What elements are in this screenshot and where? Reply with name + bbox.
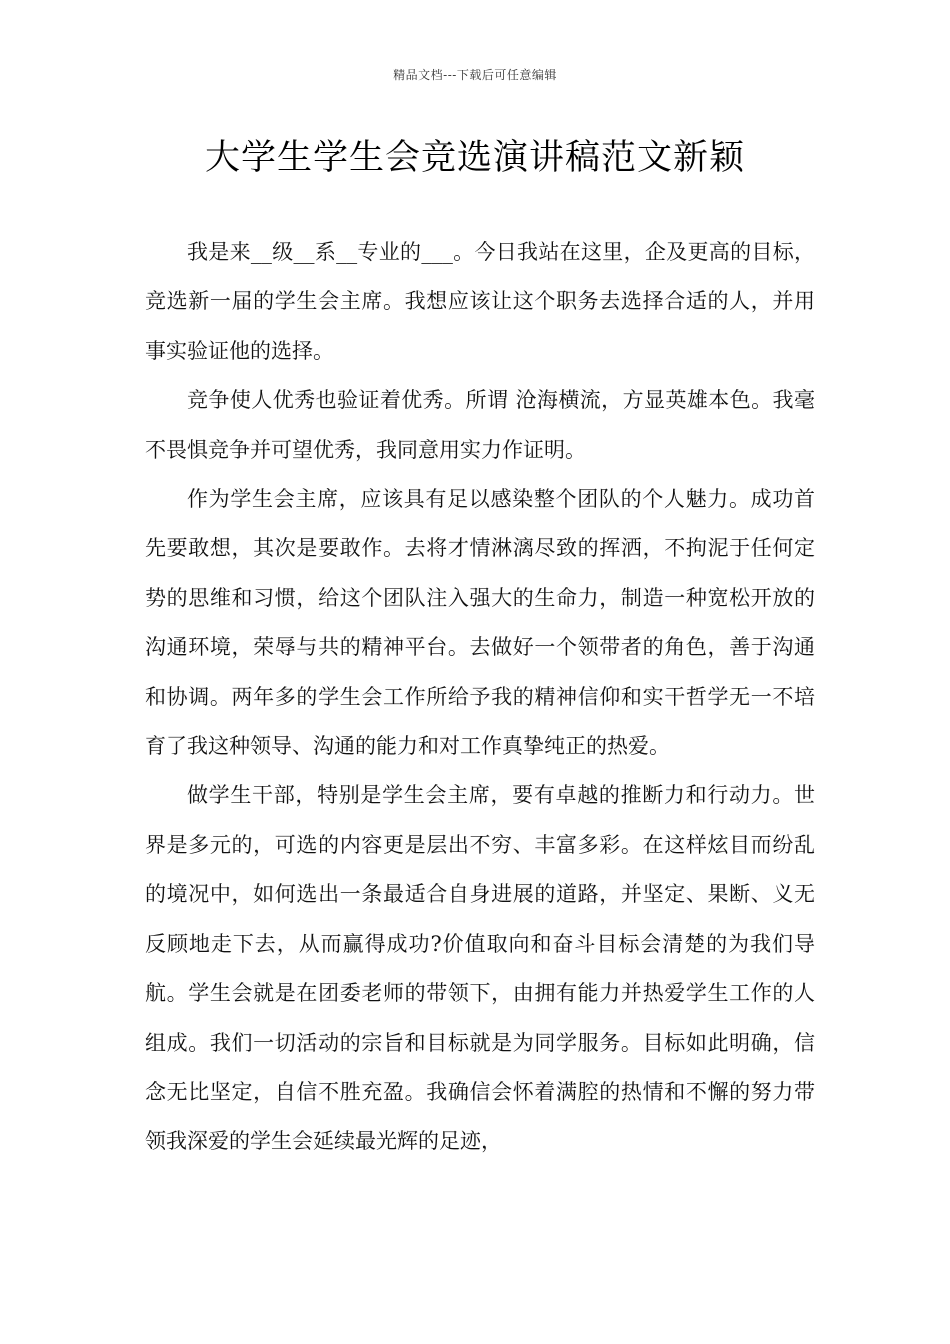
paragraph-4: 做学生干部，特别是学生会主席，要有卓越的推断力和行动力。世界是多元的，可选的内容更是层出不穷、丰富多彩。在这样炫目而纷乱的境况中，如何选出一条最适合自身进展的道路，并坚定、果断、义无反顾地走下去，从而赢得成功?价值取向和奋斗目标会清楚的为我们导航。学生会就是在团委老师的带领下，由拥有能力并热爱学生工作的人组成。我们一切活动的宗旨和目标就是为同学服务。目标如此明确，信念无比坚定，自信不胜充盈。我确信会怀着满腔的热情和不懈的努力带领我深爱的学生会延续最光辉的足迹，	[145, 783, 815, 1154]
paragraph-1: 我是来__级__系__专业的___。今日我站在这里，企及更高的目标，竞选新一届的学生会主席。我想应该让这个职务去选择合适的人，并用事实验证他的选择。	[145, 240, 815, 363]
page-header: 精品文档---下载后可任意编辑	[393, 68, 557, 82]
paragraph-3: 作为学生会主席，应该具有足以感染整个团队的个人魅力。成功首先要敢想，其次是要敢作。去将才情淋漓尽致的挥洒，不拘泥于任何定势的思维和习惯，给这个团队注入强大的生命力，制造一种宽松开放的沟通环境，荣辱与共的精神平台。去做好一个领带者的角色，善于沟通和协调。两年多的学生会工作所给予我的精神信仰和实干哲学无一不培育了我这种领导、沟通的能力和对工作真挚纯正的热爱。	[145, 487, 815, 759]
document-title: 大学生学生会竞选演讲稿范文新颖	[204, 138, 745, 178]
paragraph-2: 竞争使人优秀也验证着优秀。所谓 沧海横流，方显英雄本色。我毫不畏惧竞争并可望优秀，我同意用实力作证明。	[145, 388, 815, 462]
document-body	[145, 228, 815, 1167]
